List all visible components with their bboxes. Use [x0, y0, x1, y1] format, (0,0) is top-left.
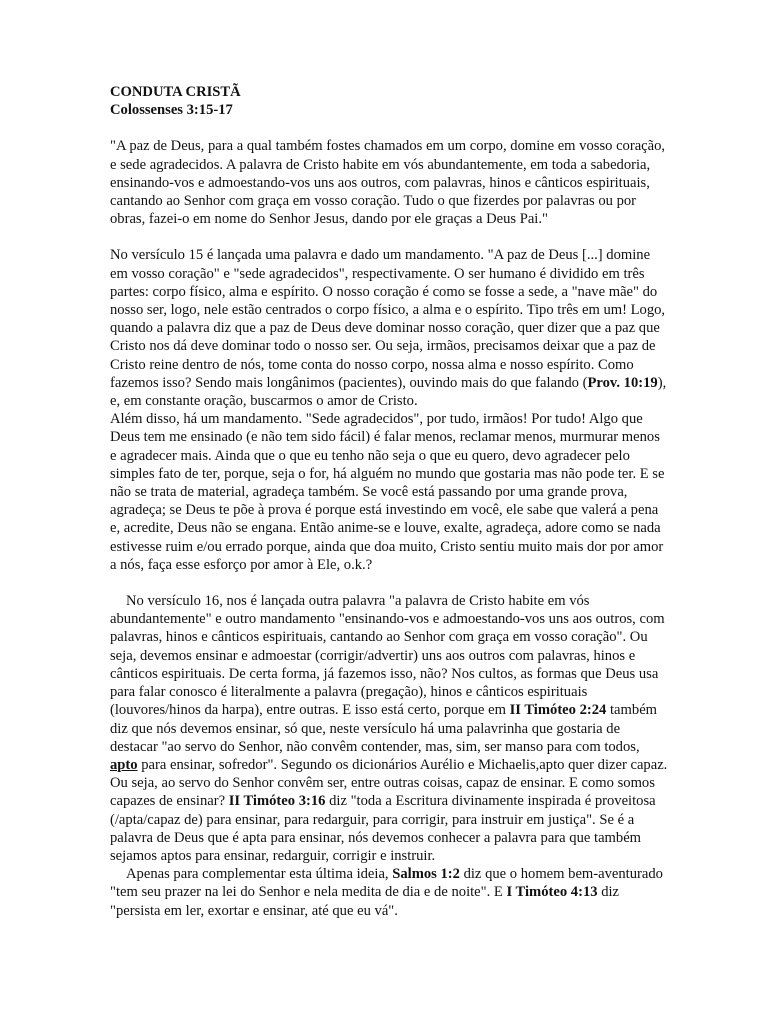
text-run: diz "toda a Escritura divinamente inspirada é proveitosa (/apta/capaz de) para ensinar, para redarguir, para corrigir, para instruir em justiça". Se é a palavra de Deus que é apta para ensinar, nós devemos conhecer a palavra para que também sejamos aptos para ensinar, redarguir, corrigir e instruir.	[110, 793, 656, 864]
paragraph-verse-16	[110, 592, 670, 865]
text-run: diz "persista em ler, exortar e ensinar, até que eu vá".	[110, 884, 620, 919]
bible-reference: I Timóteo 4:13	[506, 884, 598, 901]
paragraph-gratitude: Além disso, há um mandamento. "Sede agradecidos", por tudo, irmãos! Por tudo! Algo que Deus tem me ensinado (e não tem sido fácil) é falar menos, reclamar menos, murmurar menos e agradecer mais. Ainda que o que eu tenho não seja o que eu quero, devo agradecer pelo simples fato de ter, porque, seja o for, há alguém no mundo que gostaria mas não pode ter. E se não se trata de material, agradeça também. Se você está passando por uma grande prova, agradeça; se Deus te põe à prova é porque está investindo em você, ele sabe que valerá a pena e, acredite, Deus não se engana. Então anime-se e louve, exalte, agradeça, adore como se nada estivesse ruim e/ou errado porque, ainda que doa muito, Cristo sentiu muito mais dor por amor a nós, faça esse esforço por amor à Ele, o.k.?	[110, 411, 665, 573]
paragraph-verse-15	[110, 246, 670, 410]
document-page	[110, 83, 670, 920]
highlighted-word: apto	[110, 756, 138, 773]
text-run: ), e, em constante oração, buscarmos o amor de Cristo.	[110, 374, 667, 410]
bible-reference: Prov. 10:19	[587, 374, 658, 391]
scripture-quote: "A paz de Deus, para a qual também fostes chamados em um corpo, domine em vosso coração, e sede agradecidos. A palavra de Cristo habite em vós abundantemente, em toda a sabedoria, ensinando-vos e admoestando-vos uns aos outros, com palavras, hinos e cânticos espirituais, cantando ao Senhor com graça em vosso coração. Tudo o que fizerdes por palavras ou por obras, fazei-o em nome do Senhor Jesus, dando por ele graças a Deus Pai."	[110, 138, 666, 228]
bible-reference: II Timóteo 2:24	[509, 702, 607, 719]
spacer	[110, 119, 670, 137]
text-run: Apenas para complementar esta última ideia,	[126, 866, 393, 883]
scripture-reference: Colossenses 3:15-17	[110, 102, 233, 119]
paragraph-complement	[110, 865, 670, 920]
spacer	[110, 574, 670, 592]
text-run: No versículo 15 é lançada uma palavra e dado um mandamento. "A paz de Deus [...] domine em vosso coração" e "sede agradecidos", respectivamente. O ser humano é dividido em três partes: corpo físico, alma e espírito. O nosso coração é como se fosse a sede, a "nave mãe" do nosso ser, logo, nele estão centrados o corpo físico, a alma e o espírito. Tipo três em um! Logo, quando a palavra diz que a paz de Deus deve dominar nosso coração, quer dizer que a paz que Cristo nos dá deve dominar todo o nosso ser. Ou seja, irmãos, precisamos deixar que a paz de Cristo reine dentro de nós, tome conta do nosso corpo, nossa alma e nosso espírito. Como fazemos isso? Sendo mais longânimos (pacientes), ouvindo mais do que falando (	[110, 247, 666, 391]
text-run: também diz que nós devemos ensinar, só que, neste versículo há uma palavrinha que gostaria de destacar "ao servo do Senhor, não convêm contender, mas, sim, ser manso para com todos,	[110, 702, 658, 755]
bible-reference: Salmos 1:2	[392, 866, 460, 883]
bible-reference: II Timóteo 3:16	[228, 793, 326, 810]
document-title: CONDUTA CRISTÃ	[110, 84, 241, 100]
text-run: para ensinar, sofredor". Segundo os dicionários Aurélio e Michaelis,apto quer dizer capaz. Ou seja, ao servo do Senhor convêm ser, entre outras coisas, capaz de ensinar. E como somos capazes de ensinar?	[110, 756, 668, 810]
spacer	[110, 228, 670, 246]
text-run: diz que o homem bem-aventurado "tem seu prazer na lei do Senhor e nela medita de dia e de noite". E	[110, 866, 663, 901]
text-run: No versículo 16, nos é lançada outra palavra "a palavra de Cristo habite em vós abundantemente" e outro mandamento "ensinando-vos e admoestando-vos uns aos outros, com palavras, hinos e cânticos espirituais, cantando ao Senhor com graça em vosso coração". Ou seja, devemos ensinar e admoestar (corrigir/advertir) uns aos outros com palavras, hinos e cânticos espirituais. De certa forma, já fazemos isso, não? Nos cultos, as formas que Deus usa para falar conosco é literalmente a palavra (pregação), hinos e cânticos espirituais (louvores/hinos da harpa), entre outras. E isso está certo, porque em	[110, 593, 665, 719]
